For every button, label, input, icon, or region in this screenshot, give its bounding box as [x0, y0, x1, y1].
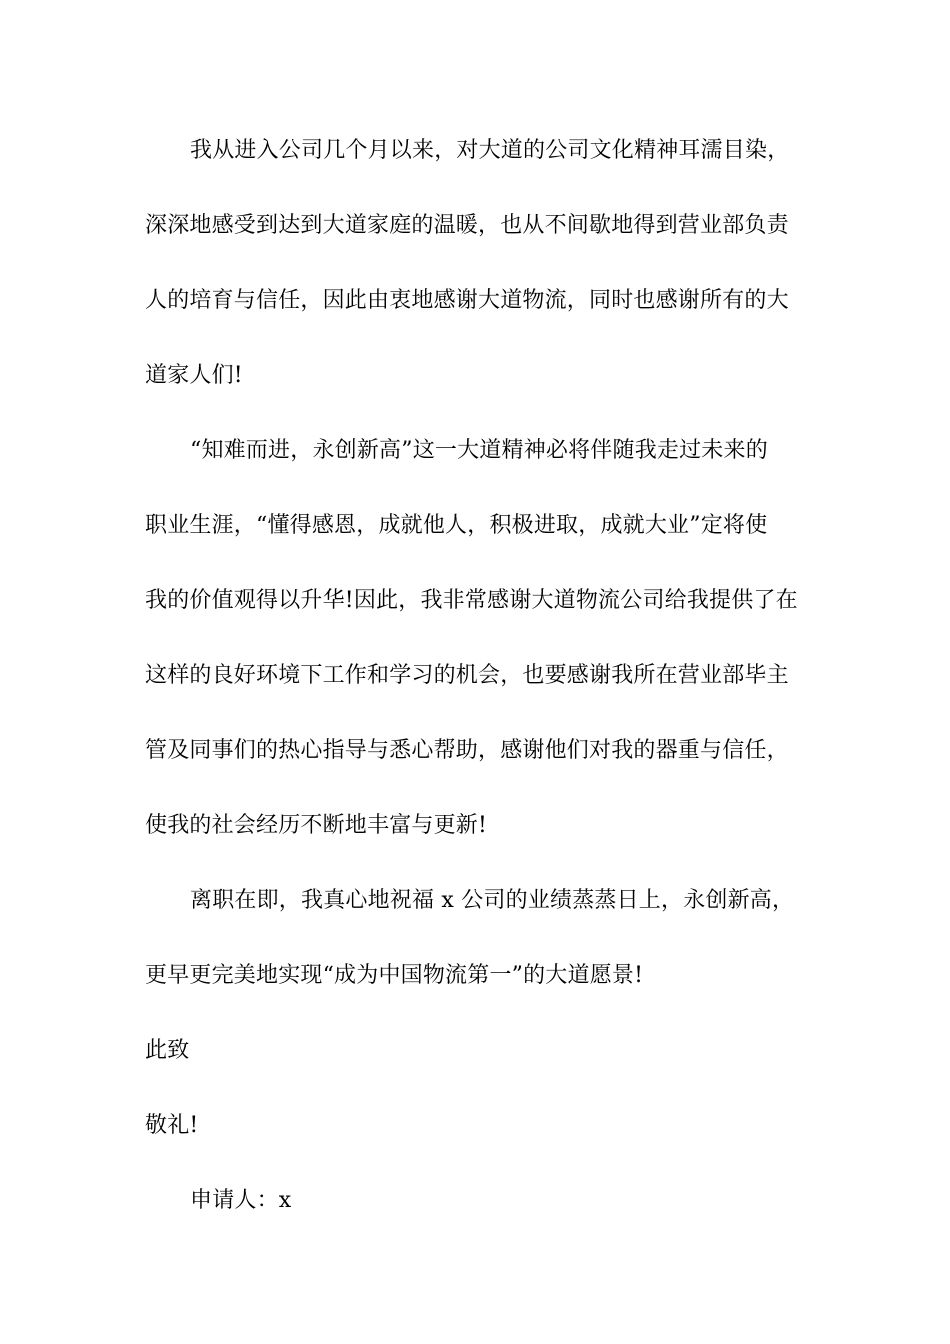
closing-salutation: 此致 [145, 1038, 190, 1063]
paragraph-1-line-4: 道家人们! [145, 363, 243, 388]
paragraph-2-line-1: “知难而进，永创新高”这一大道精神必将伴随我走过未来的 [190, 438, 768, 463]
paragraph-2-line-4: 这样的良好环境下工作和学习的机会，也要感谢我所在营业部毕主 [145, 663, 789, 688]
paragraph-3-line-1: 离职在即，我真心地祝福 x 公司的业绩蒸蒸日上，永创新高， [190, 888, 795, 913]
closing-regards: 敬礼! [145, 1113, 199, 1138]
paragraph-1-line-3: 人的培育与信任，因此由衷地感谢大道物流，同时也感谢所有的大 [145, 288, 789, 313]
paragraph-1-line-1: 我从进入公司几个月以来，对大道的公司文化精神耳濡目染， [190, 138, 790, 163]
paragraph-2-line-2: 职业生涯，“懂得感恩，成就他人，积极进取，成就大业”定将使 [145, 513, 768, 538]
paragraph-3-line-2: 更早更完美地实现“成为中国物流第一”的大道愿景! [145, 963, 644, 988]
signature-line: 申请人：x [190, 1188, 292, 1213]
paragraph-2-line-5: 管及同事们的热心指导与悉心帮助，感谢他们对我的器重与信任， [145, 738, 789, 763]
paragraph-2-line-3: 我的价值观得以升华!因此，我非常感谢大道物流公司给我提供了在 [145, 588, 798, 613]
paragraph-1-line-2: 深深地感受到达到大道家庭的温暖，也从不间歇地得到营业部负责 [145, 213, 789, 238]
paragraph-2-line-6: 使我的社会经历不断地丰富与更新! [145, 813, 488, 838]
